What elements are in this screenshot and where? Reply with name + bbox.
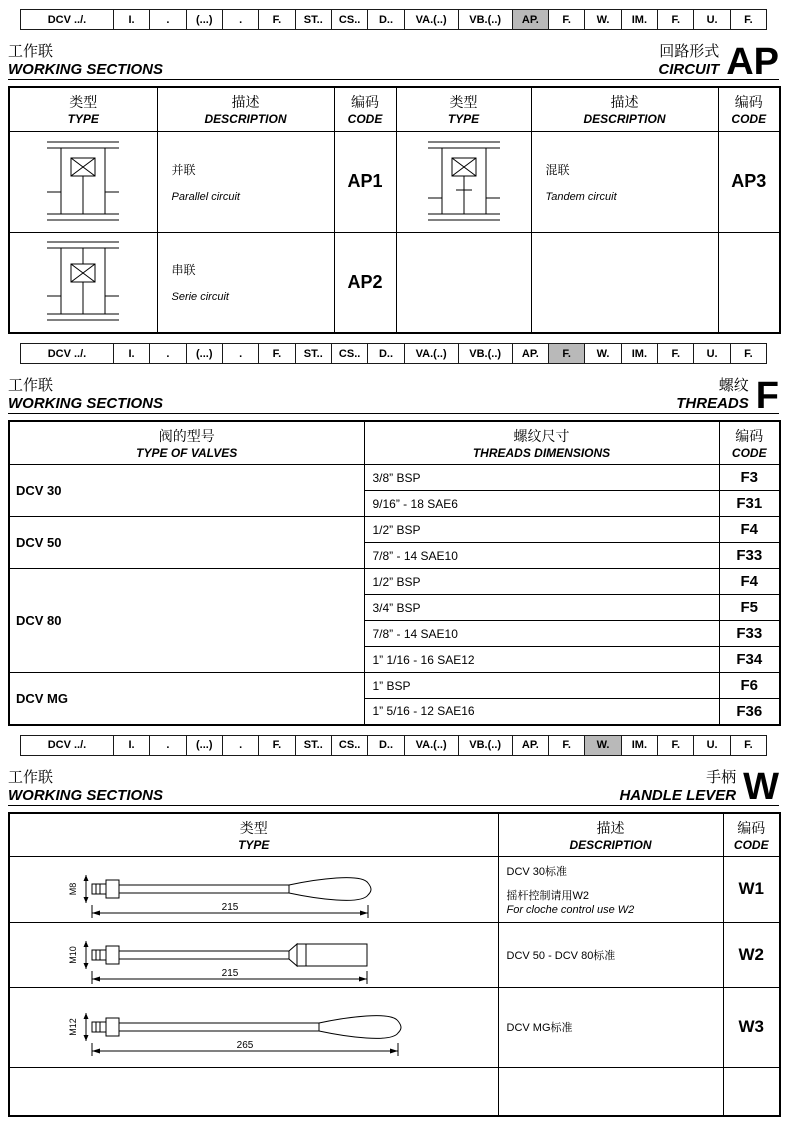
header-type-cn: 类型 (449, 94, 478, 111)
title-en: WORKING SECTIONS (8, 786, 164, 804)
table-header-row (9, 87, 780, 131)
description-line: DCV 30标准 (506, 865, 568, 878)
header-code-2 (718, 87, 780, 131)
thread-dimension-cell: 7/8” - 14 SAE10 (364, 621, 719, 647)
model-code-cell-8: D.. (368, 735, 404, 756)
model-code-cell-4: . (223, 735, 259, 756)
model-code-cell-14: IM. (622, 735, 658, 756)
code-cell: F31 (719, 491, 780, 517)
code-cell: F33 (719, 543, 780, 569)
header-code-cn: 编码 (735, 428, 764, 444)
model-code-cell-3: (...) (187, 9, 223, 30)
model-code-cell-1: I. (114, 735, 150, 756)
diagram-cell (9, 232, 157, 333)
lever-diagram-w3 (65, 995, 435, 1059)
thread-dimension-cell: 1/2” BSP (364, 517, 719, 543)
code-cell: F4 (719, 517, 780, 543)
subtitle-text (619, 766, 736, 804)
model-code-cell-2: . (150, 735, 186, 756)
code-cell: F6 (719, 673, 780, 699)
header-type-en: TYPE (447, 112, 480, 127)
serie-circuit-diagram (35, 234, 131, 330)
description-cell (498, 856, 723, 922)
diagram-cell (9, 131, 157, 232)
thread-dimension-cell: 1/2” BSP (364, 569, 719, 595)
header-code-en: CODE (347, 112, 383, 127)
valve-name-cell: DCV 80 (9, 569, 364, 673)
section-title-right (676, 374, 779, 417)
title-en: WORKING SECTIONS (8, 395, 164, 412)
header-valves-cn: 阀的型号 (158, 428, 215, 444)
subtitle-en: CIRCUIT (658, 61, 720, 78)
length-dimension-label: 215 (221, 902, 239, 913)
model-code-cell-5: F. (259, 343, 295, 364)
model-code-cell-10: VB.(..) (459, 735, 513, 756)
model-code-cell-10: VB.(..) (459, 343, 513, 364)
code-cell: F33 (719, 621, 780, 647)
section-threads (0, 334, 787, 726)
thread-dimension-cell: 3/8” BSP (364, 465, 719, 491)
section-title-left (8, 766, 163, 804)
header-description (157, 87, 334, 131)
model-code-cell-1: I. (114, 343, 150, 364)
description-line: DCV 50 - DCV 80标准 (506, 949, 616, 962)
header-desc-cn: 描述 (596, 819, 625, 836)
table-row (9, 517, 780, 543)
model-code-cell-12: F. (549, 735, 585, 756)
header-type-cn: 类型 (239, 819, 268, 836)
parallel-circuit-diagram (35, 134, 131, 230)
header-desc-en: DESCRIPTION (583, 112, 666, 127)
model-code-cell-6: ST.. (296, 9, 332, 30)
table-header-row (9, 813, 780, 857)
thread-size-label: M10 (68, 945, 78, 964)
section-code-letter: W (743, 766, 779, 809)
description-cn: 混联 (545, 162, 570, 177)
section-handle-lever (0, 726, 787, 1118)
model-code-cell-11: AP. (513, 343, 549, 364)
title-cn: 工作联 (8, 43, 54, 60)
model-code-cell-2: . (150, 343, 186, 364)
length-dimension-label: 265 (236, 1040, 254, 1051)
model-code-cell-10: VB.(..) (459, 9, 513, 30)
empty-cell (9, 1067, 498, 1116)
model-code-cell-16: U. (694, 9, 730, 30)
thread-dimension-cell: 1” 5/16 - 12 SAE16 (364, 699, 719, 725)
lever-diagram-cell (9, 856, 498, 922)
length-dimension-label: 215 (221, 967, 239, 979)
model-code-cell-8: D.. (368, 343, 404, 364)
model-code-cell-6: ST.. (296, 343, 332, 364)
model-code-cell-9: VA.(..) (405, 735, 459, 756)
model-code-cell-17: F. (731, 735, 767, 756)
model-code-cell-7: CS.. (332, 9, 368, 30)
table-row (9, 569, 780, 595)
table-row (9, 987, 780, 1067)
section-code-letter: AP (726, 40, 779, 83)
valve-name-cell: DCV 30 (9, 465, 364, 517)
description-cell (157, 232, 334, 333)
header-type-2 (396, 87, 531, 131)
subtitle-cn: 回路形式 (659, 43, 720, 60)
lever-diagram-w1 (65, 857, 405, 921)
title-cn: 工作联 (8, 768, 54, 786)
header-code-en: CODE (731, 112, 767, 127)
thread-size-label: M8 (68, 882, 78, 896)
empty-cell (531, 232, 718, 333)
lever-diagram-cell (9, 987, 498, 1067)
thread-size-label: M12 (68, 1018, 78, 1036)
table-row (9, 131, 780, 232)
header-code-cn: 编码 (351, 94, 379, 111)
circuit-table (8, 86, 781, 334)
code-cell: W3 (723, 987, 780, 1067)
model-code-cell-9: VA.(..) (405, 343, 459, 364)
model-code-cell-17: F. (731, 9, 767, 30)
model-code-cell-8: D.. (368, 9, 404, 30)
table-row (9, 465, 780, 491)
model-code-cell-3: (...) (187, 343, 223, 364)
code-cell: AP3 (718, 131, 780, 232)
valve-name-cell: DCV 50 (9, 517, 364, 569)
model-code-strip (20, 735, 767, 756)
thread-dimension-cell: 7/8” - 14 SAE10 (364, 543, 719, 569)
header-code-cn: 编码 (737, 819, 766, 836)
header-description (498, 813, 723, 857)
header-dims-cn: 螺纹尺寸 (513, 428, 570, 444)
header-code (334, 87, 396, 131)
table-row-empty (9, 1067, 780, 1116)
model-code-cell-16: U. (694, 735, 730, 756)
empty-cell (718, 232, 780, 333)
model-code-cell-15: F. (658, 343, 694, 364)
valve-name-cell: DCV MG (9, 673, 364, 725)
model-code-cell-11: AP. (513, 735, 549, 756)
section-title-row (8, 374, 779, 417)
model-code-cell-7: CS.. (332, 343, 368, 364)
code-cell: F4 (719, 569, 780, 595)
model-code-cell-0: DCV ../. (20, 735, 114, 756)
model-code-cell-16: U. (694, 343, 730, 364)
thread-dimension-cell: 1” BSP (364, 673, 719, 699)
table-row (9, 922, 780, 987)
header-type-cn: 类型 (69, 94, 98, 111)
table-header-row (9, 421, 780, 465)
code-cell: F34 (719, 647, 780, 673)
header-type-en: TYPE (67, 112, 99, 127)
section-title-left (8, 40, 163, 78)
model-code-cell-14: IM. (622, 9, 658, 30)
handle-lever-table (8, 812, 781, 1118)
code-cell: F5 (719, 595, 780, 621)
code-cell: AP1 (334, 131, 396, 232)
description-cell (498, 922, 723, 987)
subtitle-en: HANDLE LEVER (619, 786, 737, 804)
model-code-cell-4: . (223, 9, 259, 30)
header-description-2 (531, 87, 718, 131)
code-cell: W2 (723, 922, 780, 987)
model-code-cell-15: F. (658, 735, 694, 756)
description-line: DCV MG标准 (506, 1022, 573, 1034)
header-type-en: TYPE (238, 837, 270, 852)
model-code-cell-9: VA.(..) (405, 9, 459, 30)
model-code-cell-14: IM. (622, 343, 658, 364)
thread-dimension-cell: 3/4” BSP (364, 595, 719, 621)
header-desc-cn: 描述 (610, 94, 639, 111)
table-row (9, 856, 780, 922)
model-code-cell-7: CS.. (332, 735, 368, 756)
section-title-right (619, 766, 779, 809)
description-cn: 串联 (171, 263, 196, 278)
code-cell: AP2 (334, 232, 396, 333)
lever-diagram-w2 (65, 923, 405, 987)
description-cell (531, 131, 718, 232)
subtitle-text (658, 40, 719, 78)
empty-cell (396, 232, 531, 333)
title-cn: 工作联 (8, 377, 54, 394)
description-line: 摇杆控制请用W2 (506, 889, 589, 902)
model-code-cell-17: F. (731, 343, 767, 364)
model-code-cell-5: F. (259, 735, 295, 756)
table-row (9, 232, 780, 333)
section-title-left (8, 374, 163, 412)
subtitle-en: THREADS (676, 395, 749, 412)
subtitle-text (676, 374, 749, 412)
model-code-cell-13: W. (585, 9, 621, 30)
model-code-strip (20, 343, 767, 364)
tandem-circuit-diagram (416, 134, 512, 230)
header-threads-dimensions (364, 421, 719, 465)
section-title-row (8, 40, 779, 83)
code-cell: W1 (723, 856, 780, 922)
table-row (9, 673, 780, 699)
model-code-cell-12: F. (549, 343, 585, 364)
model-code-cell-5: F. (259, 9, 295, 30)
model-code-cell-4: . (223, 343, 259, 364)
threads-table (8, 420, 781, 726)
header-desc-en: DESCRIPTION (204, 112, 287, 127)
header-code (719, 421, 780, 465)
header-code-en: CODE (731, 446, 767, 460)
section-title-row (8, 766, 779, 809)
header-code-cn: 编码 (734, 94, 763, 111)
description-line-italic: For cloche control use W2 (506, 903, 635, 916)
description-en: Serie circuit (171, 291, 229, 304)
header-dims-en: THREADS DIMENSIONS (472, 446, 611, 460)
section-title-right (658, 40, 779, 83)
thread-dimension-cell: 9/16” - 18 SAE6 (364, 491, 719, 517)
header-desc-en: DESCRIPTION (569, 837, 652, 852)
model-code-cell-11: AP. (513, 9, 549, 30)
header-code-en: CODE (733, 837, 769, 852)
model-code-strip (20, 9, 767, 30)
model-code-cell-2: . (150, 9, 186, 30)
header-type (9, 813, 498, 857)
description-en: Parallel circuit (171, 190, 240, 203)
description-en: Tandem circuit (545, 190, 617, 203)
model-code-cell-15: F. (658, 9, 694, 30)
model-code-cell-1: I. (114, 9, 150, 30)
model-code-cell-13: W. (585, 735, 621, 756)
section-code-letter: F (755, 374, 779, 417)
description-cell (498, 987, 723, 1067)
description-cell (157, 131, 334, 232)
header-valves-en: TYPE OF VALVES (136, 446, 238, 460)
model-code-cell-0: DCV ../. (20, 343, 114, 364)
description-cn: 并联 (171, 162, 196, 177)
model-code-cell-0: DCV ../. (20, 9, 114, 30)
empty-cell (723, 1067, 780, 1116)
code-cell: F3 (719, 465, 780, 491)
lever-diagram-cell (9, 922, 498, 987)
model-code-cell-3: (...) (187, 735, 223, 756)
header-desc-cn: 描述 (231, 94, 260, 111)
header-type-of-valves (9, 421, 364, 465)
section-circuit (0, 0, 787, 334)
model-code-cell-12: F. (549, 9, 585, 30)
model-code-cell-6: ST.. (296, 735, 332, 756)
subtitle-cn: 螺纹 (718, 377, 749, 394)
header-code (723, 813, 780, 857)
code-cell: F36 (719, 699, 780, 725)
empty-cell (498, 1067, 723, 1116)
title-en: WORKING SECTIONS (8, 61, 164, 78)
thread-dimension-cell: 1” 1/16 - 16 SAE12 (364, 647, 719, 673)
model-code-cell-13: W. (585, 343, 621, 364)
header-type (9, 87, 157, 131)
subtitle-cn: 手柄 (706, 768, 737, 786)
diagram-cell (396, 131, 531, 232)
